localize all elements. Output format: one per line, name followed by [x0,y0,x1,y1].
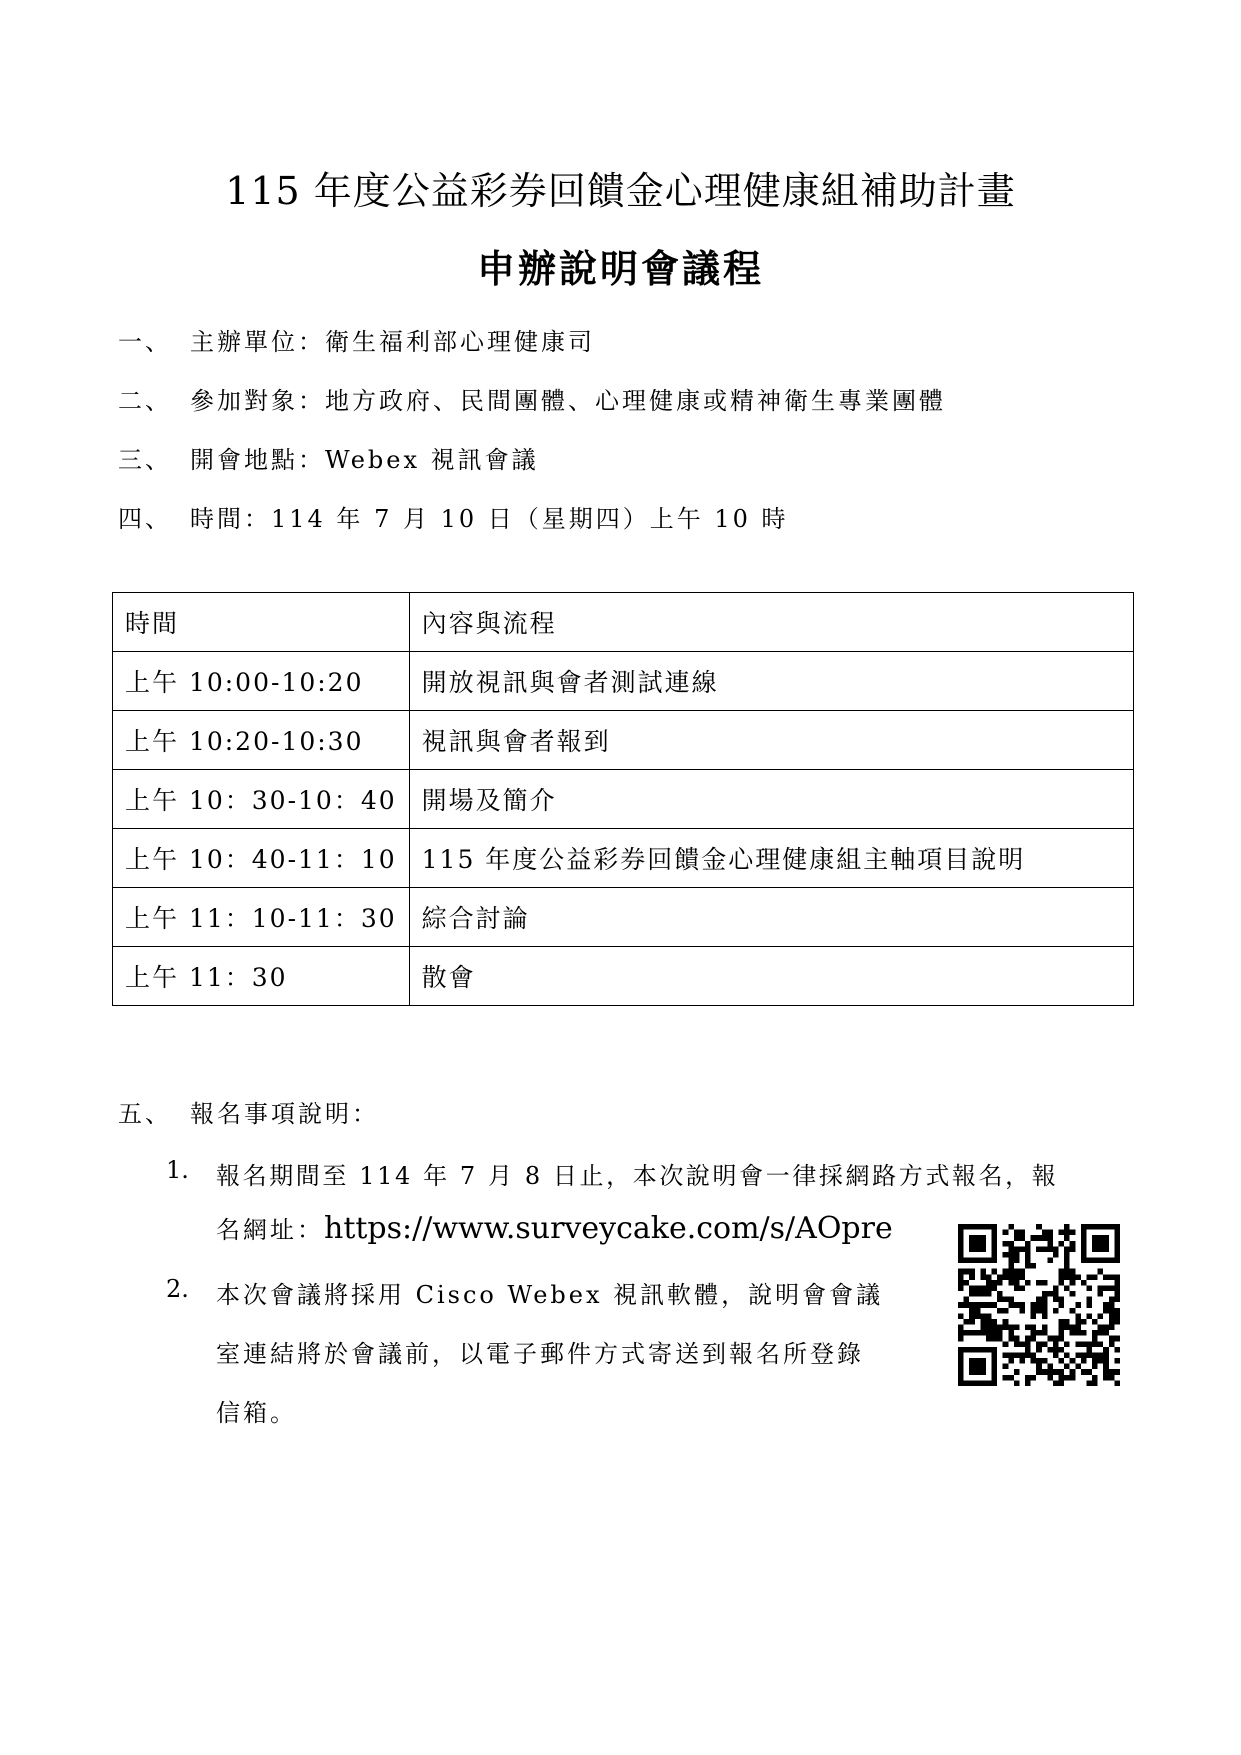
row-content: 115 年度公益彩券回饋金心理健康組主軸項目說明 [409,829,1133,888]
info-organizer [118,322,595,357]
table-row [113,770,1134,829]
item-number: 2. [166,1275,189,1303]
info-time [118,499,789,534]
document-title: 115 年度公益彩券回饋金心理健康組補助計畫 [225,169,1016,213]
row-content: 開場及簡介 [409,770,1133,829]
item-2-line-2: 室連結將於會議前，以電子郵件方式寄送到報名所登錄 [216,1340,864,1368]
info-number: 三、 [118,446,172,474]
header-time: 時間 [113,593,410,652]
row-content: 視訊與會者報到 [409,711,1133,770]
row-time: 上午 10：30-10：40 [113,770,410,829]
info-text: 參加對象：地方政府、民間團體、心理健康或精神衛生專業團體 [190,387,946,415]
item-2-line-1: 本次會議將採用 Cisco Webex 視訊軟體，說明會會議 [216,1281,884,1309]
info-number: 一、 [118,328,172,356]
row-time: 上午 11：30 [113,947,410,1006]
item-1-line-2 [216,1210,893,1246]
row-content: 綜合討論 [409,888,1133,947]
section-number: 五、 [118,1100,172,1128]
section-registration-heading [118,1094,379,1129]
table-row [113,829,1134,888]
info-location [118,440,539,475]
item-1-line-1: 報名期間至 114 年 7 月 8 日止，本次說明會一律採網路方式報名，報 [216,1162,1059,1190]
table-header-row [113,593,1134,652]
table-row [113,711,1134,770]
registration-url[interactable]: https://www.surveycake.com/s/AOpre [324,1211,893,1246]
row-content: 開放視訊與會者測試連線 [409,652,1133,711]
header-content: 內容與流程 [409,593,1133,652]
row-time: 上午 10:00-10:20 [113,652,410,711]
section-heading: 報名事項說明： [190,1100,379,1128]
item-number: 1. [166,1156,189,1184]
row-content: 散會 [409,947,1133,1006]
qr-code-icon [958,1224,1120,1386]
table-row [113,888,1134,947]
row-time: 上午 10：40-11：10 [113,829,410,888]
info-text: 時間：114 年 7 月 10 日（星期四）上午 10 時 [190,505,789,533]
info-text: 主辦單位：衛生福利部心理健康司 [190,328,595,356]
row-time: 上午 10:20-10:30 [113,711,410,770]
info-text: 開會地點：Webex 視訊會議 [190,446,539,474]
item-2-line-3: 信箱。 [216,1399,297,1427]
table-row [113,652,1134,711]
row-time: 上午 11：10-11：30 [113,888,410,947]
info-audience [118,381,946,416]
info-number: 四、 [118,505,172,533]
document-subtitle: 申辦說明會議程 [476,246,764,291]
table-row [113,947,1134,1006]
info-number: 二、 [118,387,172,415]
url-label: 名網址： [216,1216,324,1244]
agenda-table [112,592,1134,1006]
